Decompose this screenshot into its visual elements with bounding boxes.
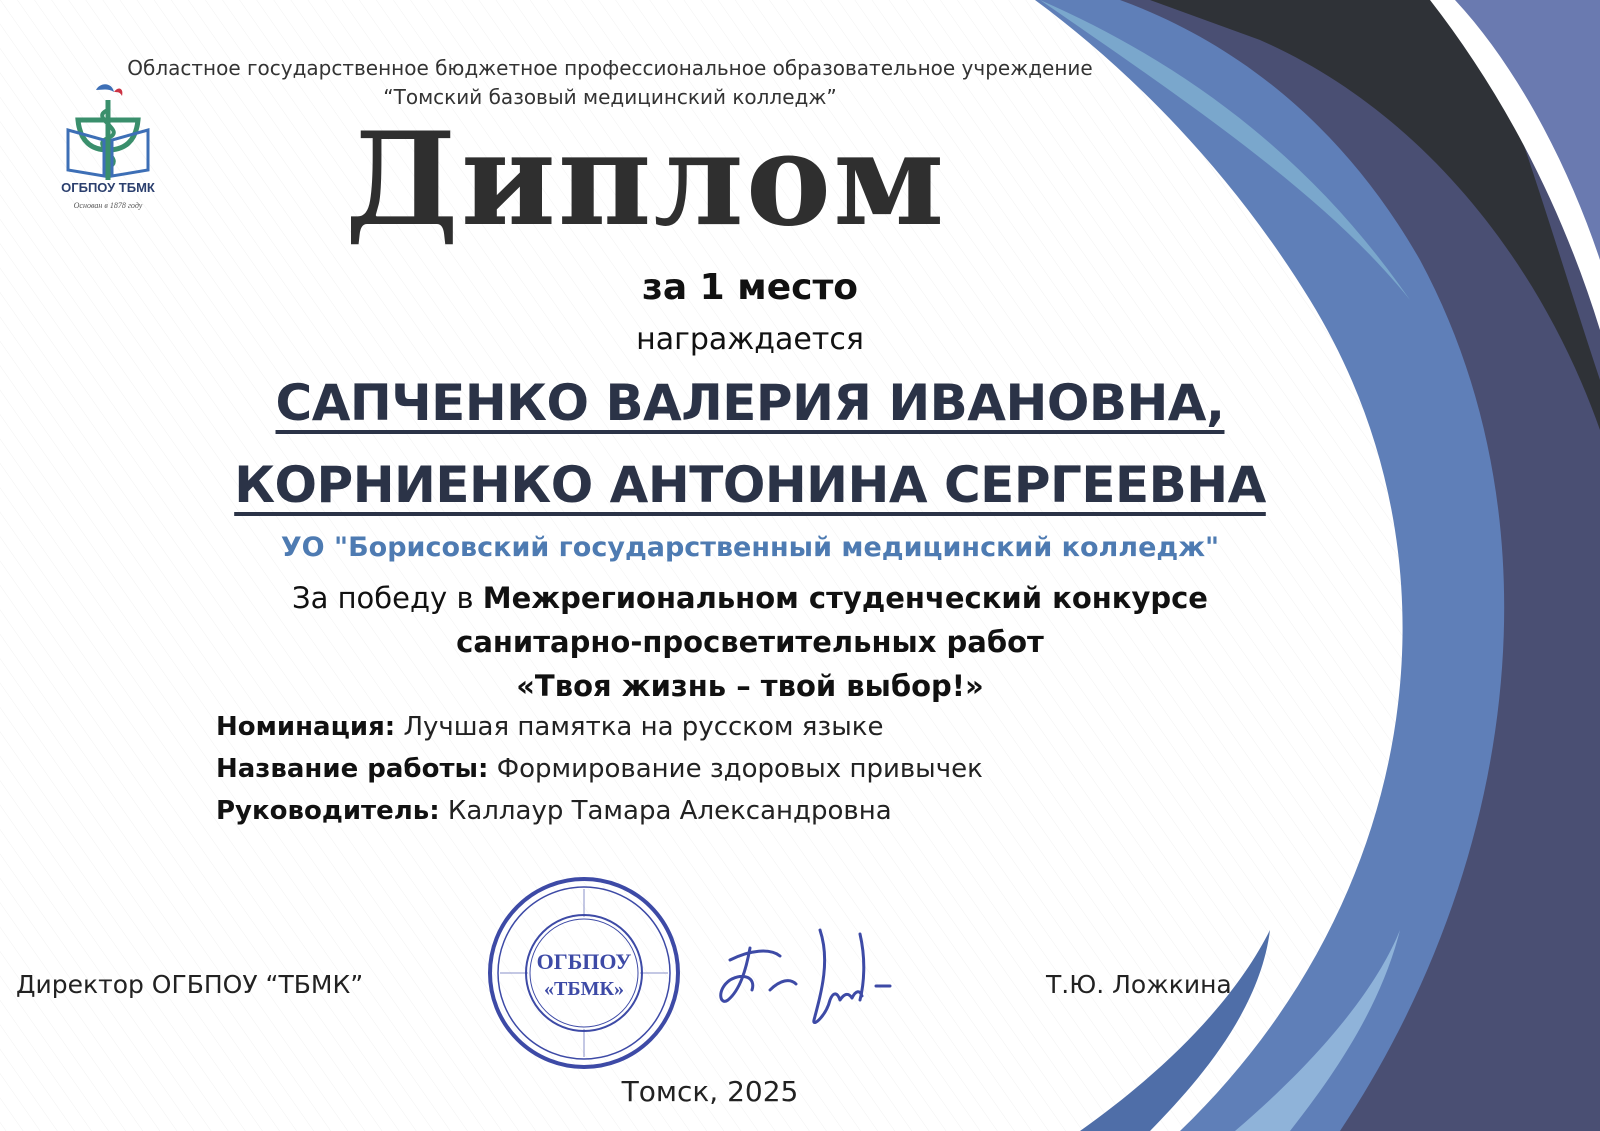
nomination-value: Лучшая памятка на русском языке — [403, 712, 884, 742]
contest-line-3: «Твоя жизнь – твой выбор!» — [516, 669, 984, 703]
details-list — [216, 706, 983, 832]
official-stamp — [484, 873, 684, 1073]
institution-name: УО "Борисовский государственный медицинский колледж" — [280, 532, 1220, 563]
work-title-row — [216, 748, 983, 790]
awarded-text: награждается — [636, 322, 864, 357]
logo-text: ОГБПОУ ТБМК — [61, 180, 155, 195]
city-year: Томск, 2025 — [621, 1075, 799, 1108]
contest-line-1 — [160, 578, 1340, 618]
stamp-center-line-1: ОГБПОУ — [536, 949, 632, 974]
contest-line-2: санитарно-просветительных работ — [456, 625, 1044, 659]
work-title-label: Название работы: — [216, 754, 489, 784]
for-win-prefix: За победу в — [292, 581, 483, 615]
college-logo — [58, 80, 158, 220]
recipient-name-1 — [160, 372, 1340, 434]
place-text: за 1 место — [641, 267, 859, 308]
director-name: Т.Ю. Ложкина — [1046, 970, 1232, 999]
logo-founded: Основан в 1878 году — [73, 201, 143, 210]
organization-line-1: Областное государственное бюджетное профессиональное образовательное учреждение — [127, 56, 1093, 80]
stamp-center-line-2: «ТБМК» — [544, 978, 624, 1000]
diploma-title: Диплом — [345, 105, 947, 255]
recipient-name-1-text: САПЧЕНКО ВАЛЕРИЯ ИВАНОВНА, — [275, 374, 1225, 432]
contest-name-1: Межрегиональном студенческий конкурсе — [482, 581, 1208, 615]
director-signature — [710, 920, 910, 1040]
supervisor-label: Руководитель: — [216, 796, 440, 826]
recipient-name-2 — [160, 454, 1340, 516]
work-title-value: Формирование здоровых привычек — [496, 754, 983, 784]
organization-line-2: “Томский базовый медицинский колледж” — [383, 85, 837, 109]
supervisor-row — [216, 790, 983, 832]
director-title: Директор ОГБПОУ “ТБМК” — [16, 970, 364, 999]
nomination-label: Номинация: — [216, 712, 396, 742]
recipient-name-2-text: КОРНИЕНКО АНТОНИНА СЕРГЕЕВНА — [234, 456, 1266, 514]
nomination-row — [216, 706, 983, 748]
supervisor-value: Каллаур Тамара Александровна — [447, 796, 892, 826]
organization-header — [90, 54, 1130, 112]
